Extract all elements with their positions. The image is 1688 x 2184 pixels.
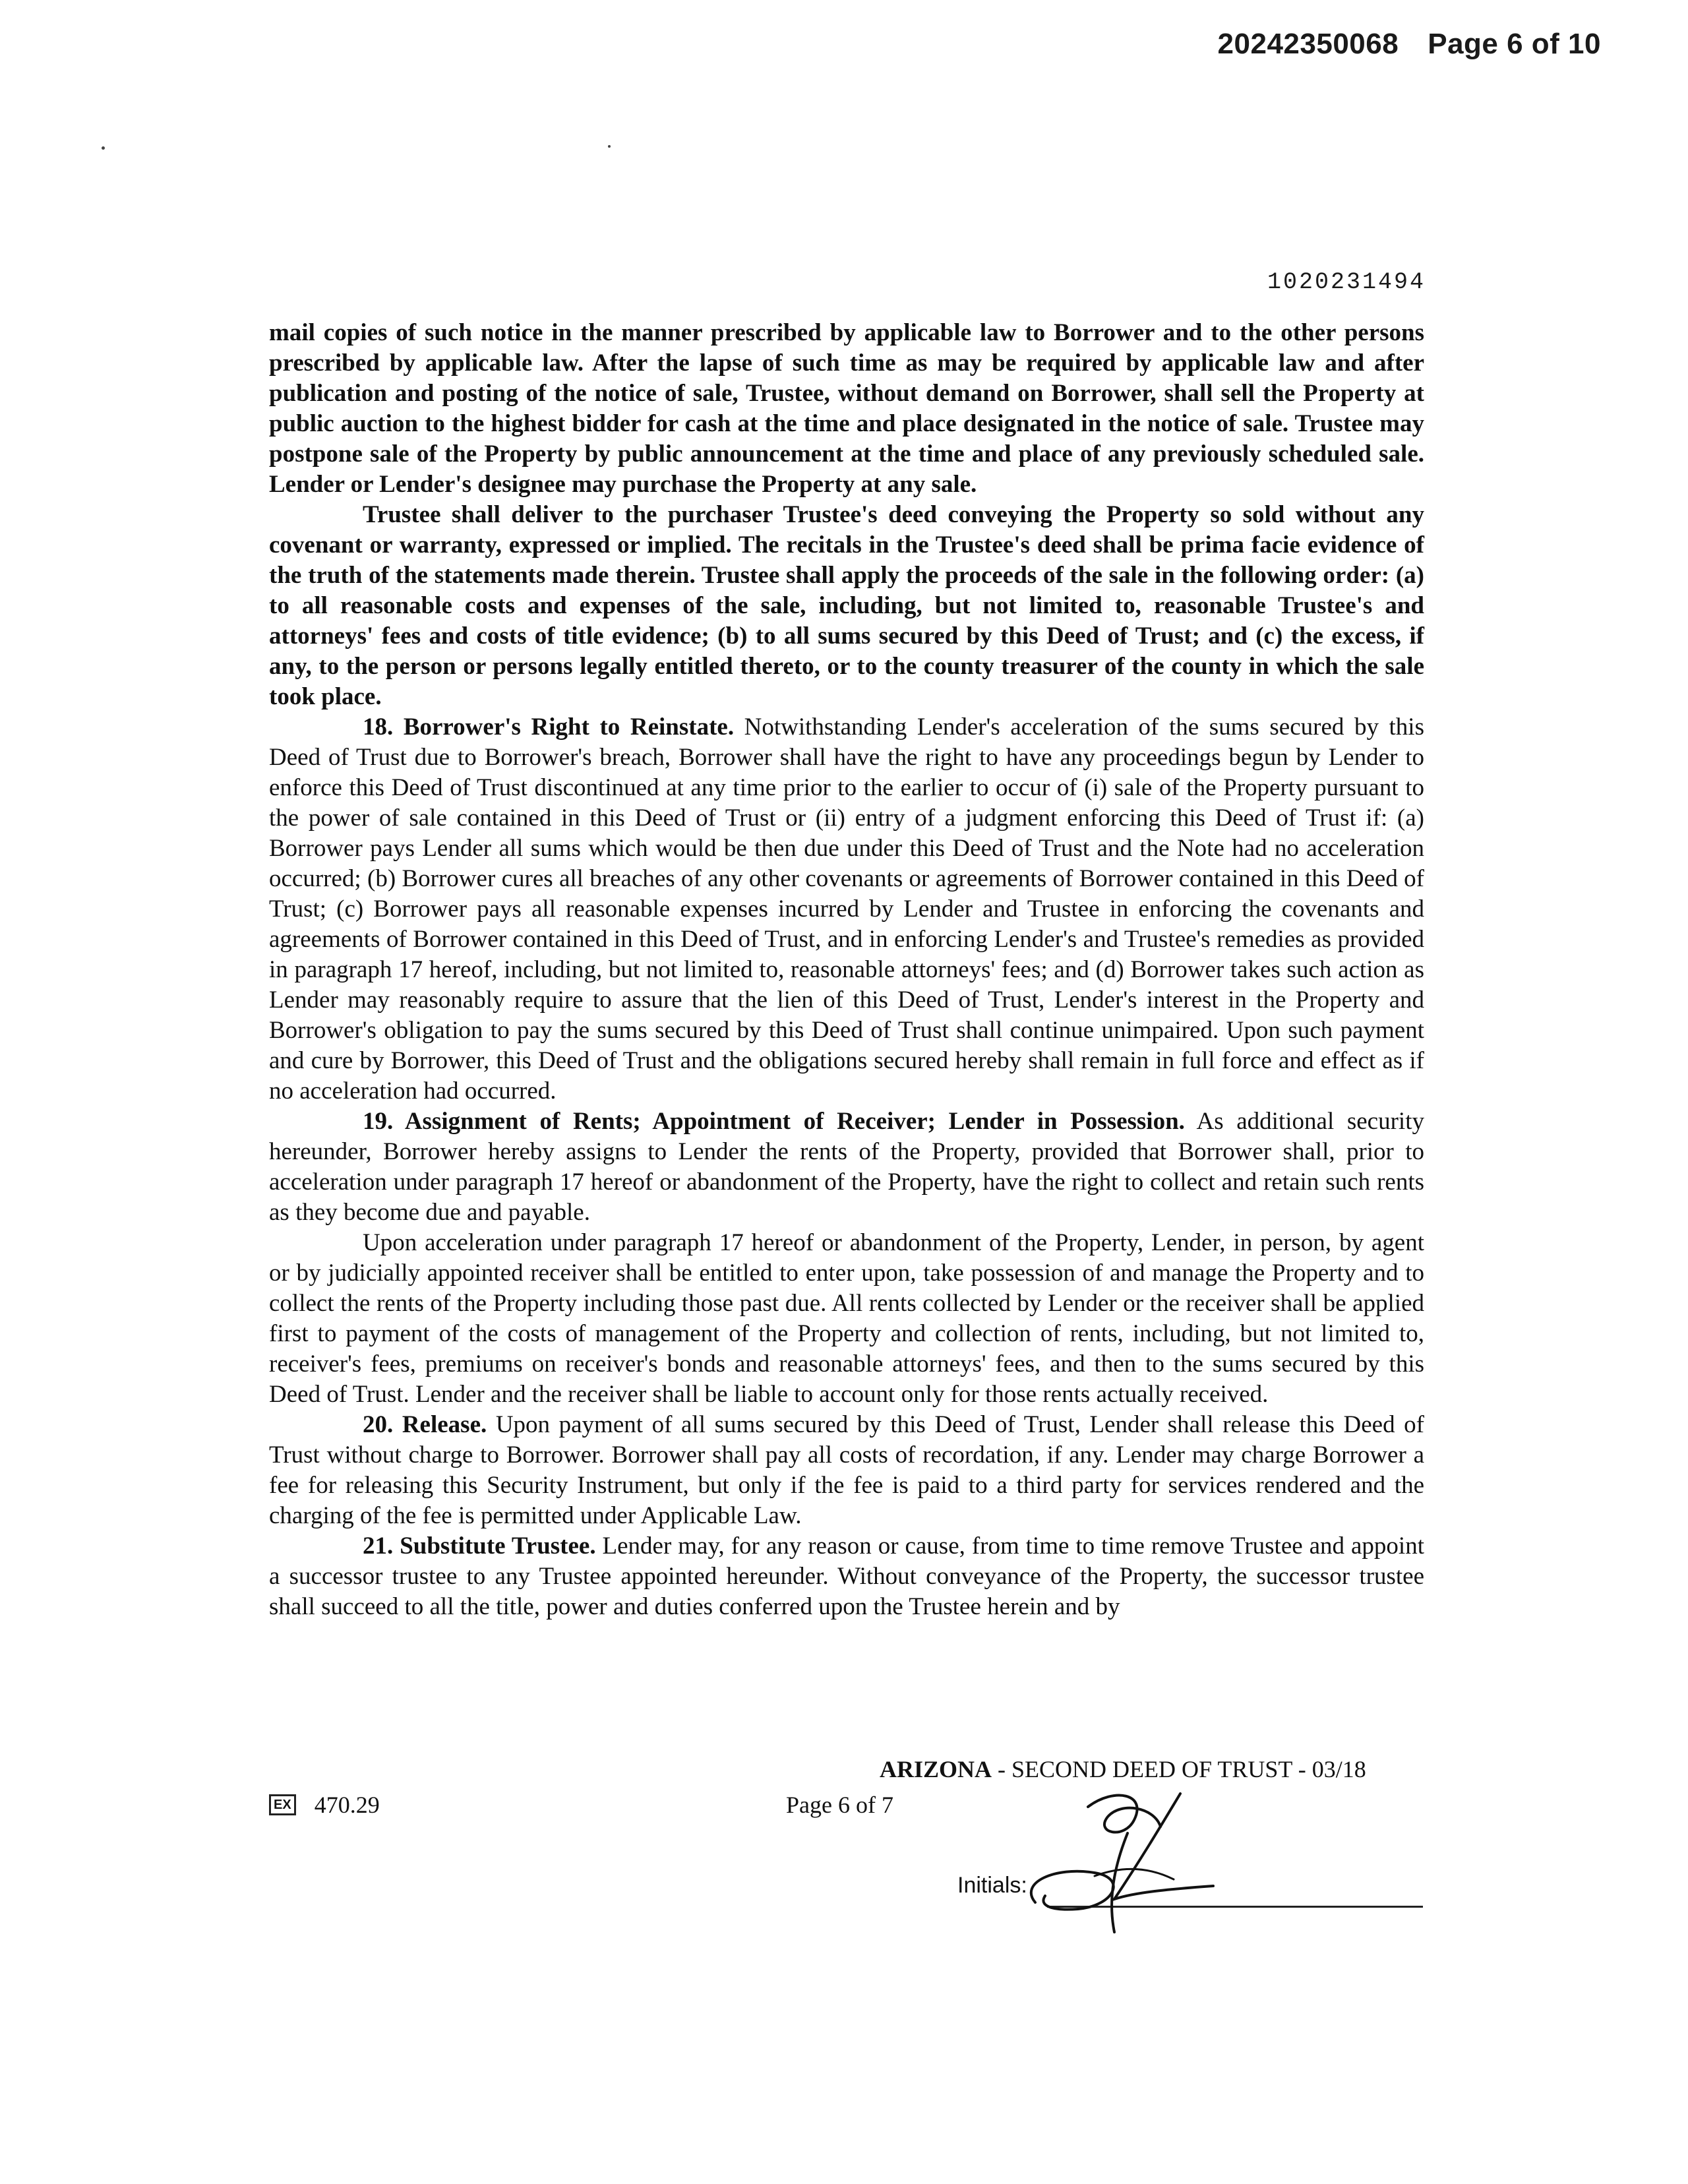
paragraph-heading: 20. Release. [363, 1411, 487, 1438]
paragraph-trustee-deed [269, 500, 1424, 712]
signature-icon [1015, 1767, 1233, 1939]
paragraph-19 [269, 1107, 1424, 1228]
loan-number: 1020231494 [1267, 269, 1426, 295]
paragraph-sale-notice [269, 318, 1424, 500]
paragraph-text: Trustee shall deliver to the purchaser Trustee's deed conveying the Property so sold without any covenant or warranty, expressed or implied. The recitals in the Trustee's deed shall be prima facie evidence of the truth of the statements made therein. Trustee shall apply the proceeds of the sale in the following order: (a) to all reasonable costs and expenses of the sale, including, but not limited to, reasonable Trustee's and attorneys' fees and costs of title evidence; (b) to all sums secured by this Deed of Trust; and (c) the excess, if any, to the person or persons legally entitled thereto, or to the county treasurer of the county in which the sale took place. [269, 501, 1424, 710]
form-state: ARIZONA [880, 1756, 992, 1782]
paragraph-text: Upon payment of all sums secured by this Deed of Trust, Lender shall release this Deed of Trust without charge to Borrower. Borrower shall pay all costs of recordation, if any. Lender may charge Borrower a fee for releasing this Security Instrument, but only if the fee is paid to a third party for services rendered and the charging of the fee is permitted under Applicable Law. [269, 1411, 1424, 1529]
paragraph-text: As additional security hereunder, Borrower hereby assigns to Lender the rents of the Property, provided that Borrower shall, prior to acceleration under paragraph 17 hereof or abandonment of the Property, have the right to collect and retain such rents as they become due and payable. [269, 1108, 1424, 1226]
recording-page-label: Page 6 of 10 [1428, 28, 1601, 60]
form-title-text: - SECOND DEED OF TRUST - 03/18 [992, 1756, 1366, 1782]
recording-doc-number: 20242350068 [1217, 28, 1399, 60]
document-body [269, 318, 1424, 1622]
scan-speck [102, 146, 105, 150]
paragraph-heading: 18. Borrower's Right to Reinstate. [363, 713, 735, 741]
recording-header [1218, 28, 1601, 61]
paragraph-19-continued [269, 1228, 1424, 1410]
paragraph-text: Lender may, for any reason or cause, from time to time remove Trustee and appoint a successor trustee to any Trustee appointed hereunder. Without conveyance of the Property, the successor trustee shall succeed to all the title, power and duties conferred upon the Trustee herein and by [269, 1532, 1424, 1620]
paragraph-18 [269, 712, 1424, 1107]
form-code [269, 1791, 380, 1819]
paragraph-text: mail copies of such notice in the manner prescribed by applicable law to Borrower and to the other persons prescribed by applicable law. After the lapse of such time as may be required by applicable law and after publication and posting of the notice of sale, Trustee, without demand on Borrower, shall sell the Property at public auction to the highest bidder for cash at the time and place designated in the notice of sale. Trustee may postpone sale of the Property by public announcement at the time and place of any previously scheduled sale. Lender or Lender's designee may purchase the Property at any sale. [269, 319, 1424, 498]
scan-speck [608, 145, 611, 148]
form-code-number: 470.29 [314, 1792, 380, 1818]
paragraph-21 [269, 1531, 1424, 1622]
paragraph-heading: 21. Substitute Trustee. [363, 1532, 596, 1560]
paragraph-text: Upon acceleration under paragraph 17 hereof or abandonment of the Property, Lender, in person, by agent or by judicially appointed receiver shall be entitled to enter upon, take possession of and manage the Property and to collect the rents of the Property including those past due. All rents collected by Lender or the receiver shall be applied first to payment of the costs of management of the Property and collection of rents, including, but not limited to, receiver's fees, premiums on receiver's bonds and reasonable attorneys' fees, and then to the sums secured by this Deed of Trust. Lender and the receiver shall be liable to account only for those rents actually received. [269, 1229, 1424, 1408]
paragraph-20 [269, 1410, 1424, 1531]
paragraph-text: Notwithstanding Lender's acceleration of the sums secured by this Deed of Trust due to Borrower's breach, Borrower shall have the right to have any proceedings begun by Lender to enforce this Deed of Trust discontinued at any time prior to the earlier to occur of (i) sale of the Property pursuant to the power of sale contained in this Deed of Trust or (ii) entry of a judgment enforcing this Deed of Trust if: (a) Borrower pays Lender all sums which would be then due under this Deed of Trust and the Note had no acceleration occurred; (b) Borrower cures all breaches of any other covenants or agreements of Borrower contained in this Deed of Trust; (c) Borrower pays all reasonable expenses incurred by Lender and Trustee in enforcing the covenants and agreements of Borrower contained in this Deed of Trust, and in enforcing Lender's and Trustee's remedies as provided in paragraph 17 hereof, including, but not limited to, reasonable attorneys' fees; and (d) Borrower takes such action as Lender may reasonably require to assure that the lien of this Deed of Trust, Lender's interest in the Property and Borrower's obligation to pay the sums secured by this Deed of Trust shall continue unimpaired. Upon such payment and cure by Borrower, this Deed of Trust and the obligations secured hereby shall remain in full force and effect as if no acceleration had occurred. [269, 713, 1424, 1105]
initials-label: Initials: [957, 1873, 1027, 1898]
form-code-box: EX [269, 1794, 296, 1815]
paragraph-heading: 19. Assignment of Rents; Appointment of Receiver; Lender in Possession. [363, 1108, 1185, 1135]
page-of-label: Page 6 of 7 [786, 1792, 893, 1818]
